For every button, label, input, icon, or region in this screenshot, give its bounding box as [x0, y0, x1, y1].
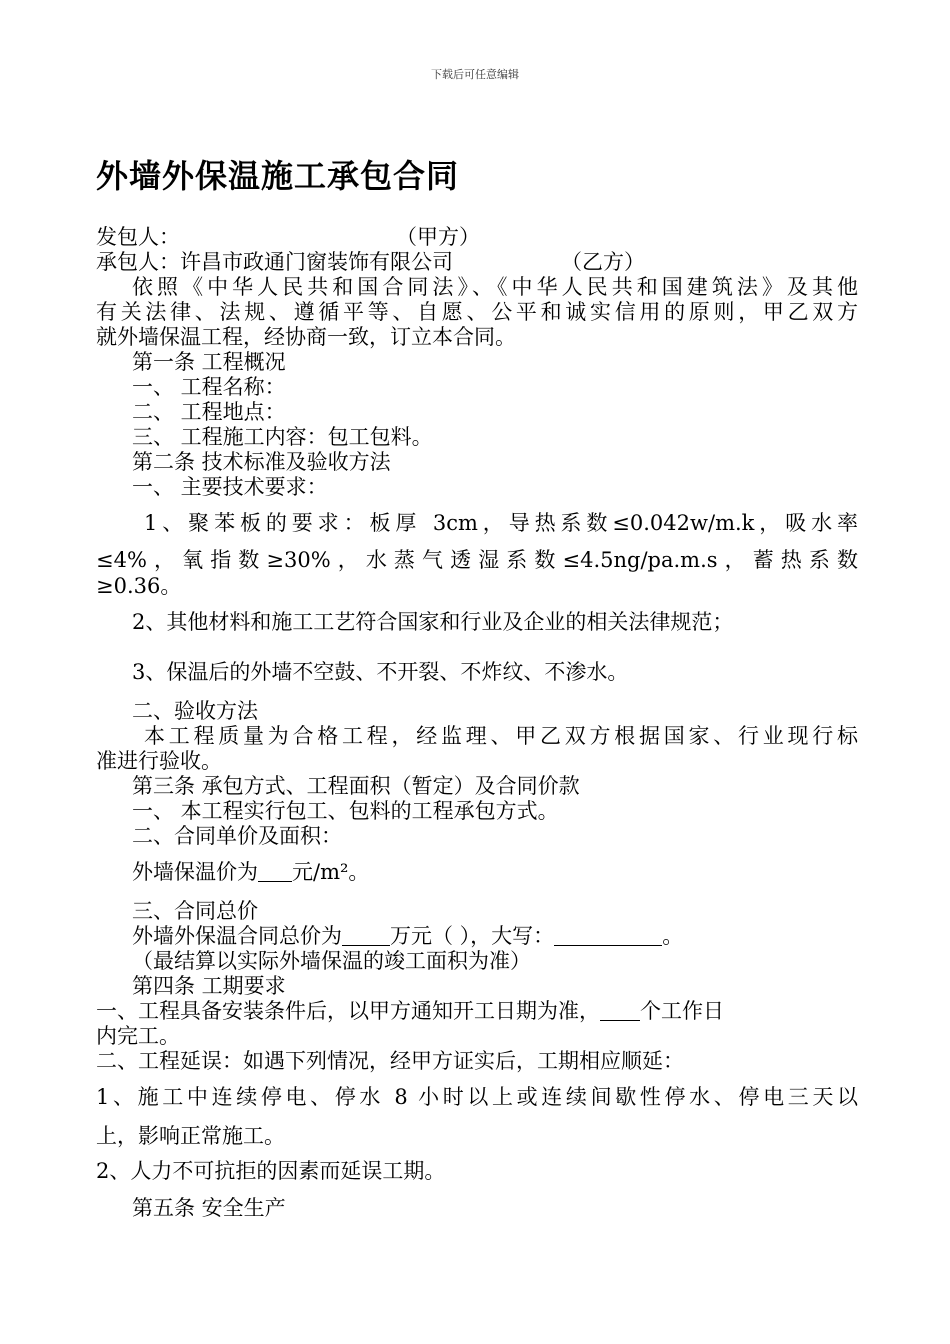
party-b-label: 承包人：许昌市政通门窗装饰有限公司	[96, 250, 453, 274]
delay-2: 2、人力不可抗拒的因素而延误工期。	[96, 1159, 446, 1183]
total-price-mid: 万元（ ），大写：	[390, 924, 555, 948]
article-3-heading: 第三条 承包方式、工程面积（暂定）及合同价款	[132, 774, 580, 798]
article-4-item-1-prefix: 一、工程具备安装条件后，以甲方通知开工日期为准，	[96, 999, 600, 1023]
settlement-note: （最结算以实际外墙保温的竣工面积为准）	[132, 949, 531, 973]
article-1-item-2: 二、 工程地点：	[132, 400, 286, 424]
article-4-item-1-suffix: 个工作日	[640, 999, 724, 1023]
delay-1-line-1: 1、施工中连续停电、停水 8 小时以上或连续间歇性停水、停电三天以	[96, 1085, 858, 1109]
article-3-item-1: 一、 本工程实行包工、包料的工程承包方式。	[132, 799, 559, 823]
requirement-1-line-2: ≤4%，氧指数≥30%，水蒸气透湿系数≤4.5ng/pa.m.s，蓄热系数	[96, 548, 858, 572]
article-2-heading: 第二条 技术标准及验收方法	[132, 450, 391, 474]
total-price-prefix: 外墙外保温合同总价为	[132, 924, 342, 948]
intro-line-2: 有关法律、法规、遵循平等、自愿、公平和诚实信用的原则，甲乙双方	[96, 300, 858, 324]
article-4-heading: 第四条 工期要求	[132, 974, 286, 998]
article-2-sub-2: 二、验收方法	[132, 699, 258, 723]
unit-price-line	[132, 859, 369, 885]
party-b-line	[96, 249, 645, 275]
working-days-blank[interactable]	[600, 1000, 640, 1021]
article-4-item-2: 二、工程延误：如遇下列情况，经甲方证实后，工期相应顺延：	[96, 1049, 684, 1073]
total-price-suffix: 。	[662, 924, 684, 948]
contract-title: 外墙外保温施工承包合同	[96, 157, 460, 195]
party-a-label: 发包人：	[96, 225, 180, 249]
article-1-heading: 第一条 工程概况	[132, 350, 286, 374]
intro-line-1: 依照《中华人民共和国合同法》、《中华人民共和国建筑法》及其他	[132, 275, 858, 299]
article-4-item-1-line-1	[96, 998, 858, 1024]
party-a-line	[96, 224, 480, 250]
unit-price-blank[interactable]	[258, 861, 292, 882]
article-4-item-1-line-2: 内完工。	[96, 1024, 180, 1048]
party-b-role: （乙方）	[561, 250, 645, 274]
requirement-1-line-1: 1、聚苯板的要求：板厚 3cm，导热系数≤0.042w/m.k，吸水率	[144, 511, 858, 535]
requirement-1-line-3: ≥0.36。	[96, 574, 182, 598]
article-1-item-3: 三、 工程施工内容：包工包料。	[132, 425, 433, 449]
delay-1-line-2: 上，影响正常施工。	[96, 1124, 285, 1148]
article-3-item-3: 三、合同总价	[132, 899, 258, 923]
intro-line-3: 就外墙保温工程，经协商一致，订立本合同。	[96, 325, 516, 349]
requirement-3: 3、保温后的外墙不空鼓、不开裂、不炸纹、不渗水。	[132, 660, 629, 684]
article-2-sub-1: 一、 主要技术要求：	[132, 475, 328, 499]
party-a-role: （甲方）	[396, 225, 480, 249]
requirement-2: 2、其他材料和施工工艺符合国家和行业及企业的相关法律规范；	[132, 610, 734, 634]
total-price-line	[132, 923, 683, 949]
total-price-words-blank[interactable]	[554, 925, 662, 946]
article-5-heading: 第五条 安全生产	[132, 1196, 286, 1220]
total-price-blank[interactable]	[342, 925, 390, 946]
article-3-item-2: 二、合同单价及面积：	[132, 824, 342, 848]
page-header: 下载后可任意编辑	[431, 68, 519, 81]
unit-price-suffix: 元/m²。	[292, 860, 370, 884]
acceptance-line-2: 准进行验收。	[96, 749, 222, 773]
acceptance-line-1: 本工程质量为合格工程，经监理、甲乙双方根据国家、行业现行标	[144, 724, 858, 748]
unit-price-prefix: 外墙保温价为	[132, 860, 258, 884]
article-1-item-1: 一、 工程名称：	[132, 375, 286, 399]
